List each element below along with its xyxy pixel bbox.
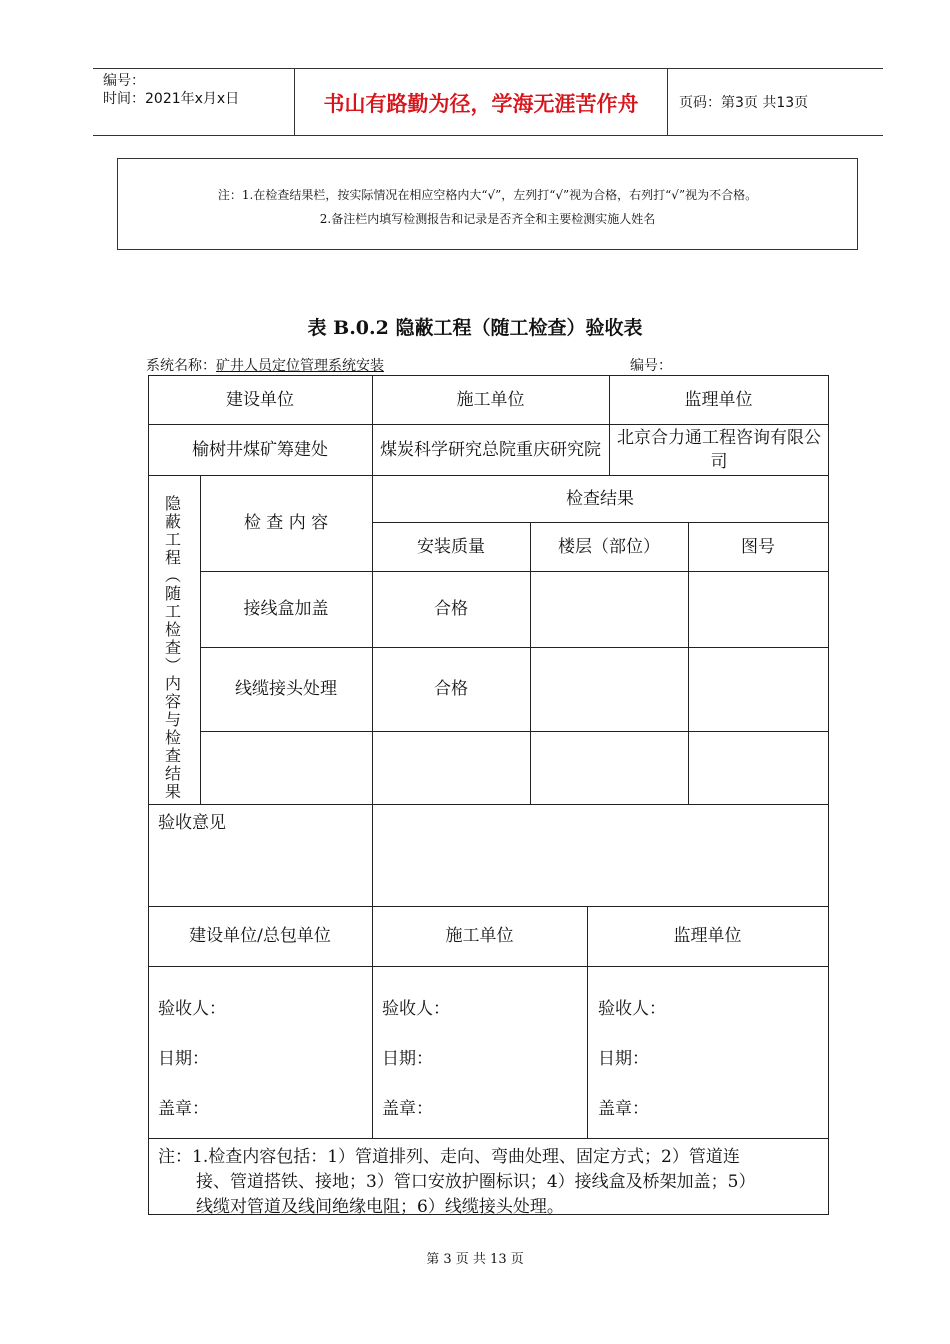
page-info: 页码：第3页 共13页	[679, 95, 809, 111]
sign-header-construct: 施工单位	[445, 926, 514, 946]
row-quality: 合格	[434, 679, 468, 699]
sign-date: 日期：	[382, 1049, 433, 1069]
sign-header-build: 建设单位/总包单位	[189, 926, 331, 946]
side-label-char: 容	[164, 692, 181, 711]
sign-date: 日期：	[158, 1049, 209, 1069]
unit-supervise: 北京合力通工程咨询有限公司	[617, 428, 821, 472]
row-content	[200, 731, 372, 804]
side-label-char: 工	[164, 602, 181, 621]
number-label: 编号：	[630, 358, 672, 374]
system-label: 系统名称：	[146, 358, 216, 374]
top-note-line1: 注：1.在检查结果栏，按实际情况在相应空格内大“√”，左列打“√”视为合格，右列打“√”视为不合格。	[217, 188, 758, 202]
side-label-char: 隐	[164, 494, 181, 513]
header-top-rule	[93, 68, 883, 69]
table-rule	[148, 966, 829, 967]
row-drawing	[688, 731, 828, 804]
top-note-line2: 2.备注栏内填写检测报告和记录是否齐全和主要检测实施人姓名	[319, 212, 656, 226]
header-divider	[667, 68, 668, 136]
sign-acceptor: 验收人：	[158, 999, 226, 1019]
side-label-char: 结	[164, 764, 181, 783]
side-label-char: 程	[164, 548, 181, 567]
unit-header-build: 建设单位	[226, 390, 294, 410]
sign-seal: 盖章：	[382, 1099, 433, 1119]
sign-acceptor: 验收人：	[382, 999, 450, 1019]
top-note-box	[117, 158, 858, 250]
table-rule	[148, 804, 829, 805]
table-rule	[148, 1138, 829, 1139]
row-content: 线缆接头处理	[235, 679, 337, 699]
table-border	[148, 375, 149, 1215]
side-label-char: 检	[164, 620, 181, 639]
unit-construct: 煤炭科学研究总院重庆研究院	[380, 440, 601, 460]
code-label: 编号：	[103, 73, 145, 89]
row-floor	[530, 647, 688, 731]
side-label-char: 蔽	[164, 512, 181, 531]
col-floor: 楼层（部位）	[558, 536, 660, 557]
side-label-char: 果	[164, 782, 181, 801]
page-footer: 第 3 页 共 13 页	[426, 1252, 524, 1267]
header-motto: 书山有路勤为径，学海无涯苦作舟	[323, 91, 639, 116]
check-result-label: 检查结果	[566, 488, 634, 509]
side-label-char: ︶	[164, 656, 181, 675]
col-drawing: 图号	[741, 536, 775, 557]
row-floor	[530, 731, 688, 804]
side-label-char: 检	[164, 728, 181, 747]
row-quality	[372, 731, 530, 804]
row-content: 接线盒加盖	[243, 599, 329, 619]
header-left	[103, 72, 239, 108]
side-label-char: 查	[164, 746, 181, 765]
side-label-char: 随	[164, 584, 181, 603]
sign-acceptor: 验收人：	[598, 999, 666, 1019]
bottom-note-line3: 线缆对管道及线间绝缘电阻；6）线缆接头处理。	[196, 1197, 564, 1217]
row-floor	[530, 571, 688, 647]
sign-date: 日期：	[598, 1049, 649, 1069]
system-line	[146, 355, 384, 375]
row-quality: 合格	[434, 599, 468, 619]
form-title: 表 B.0.2 隐蔽工程（随工检查）验收表	[307, 317, 643, 339]
table-border	[828, 375, 829, 1215]
check-content-label: 检 查 内 容	[243, 513, 329, 533]
bottom-note-line1: 注：1.检查内容包括：1）管道排列、走向、弯曲处理、固定方式；2）管道连	[158, 1147, 740, 1167]
side-label-char: 工	[164, 530, 181, 549]
sign-seal: 盖章：	[158, 1099, 209, 1119]
header-divider	[294, 68, 295, 136]
side-label-char: 与	[164, 710, 181, 729]
side-label-char: ︵	[164, 566, 181, 585]
sign-header-supervise: 监理单位	[673, 926, 742, 946]
sign-seal: 盖章：	[598, 1099, 649, 1119]
bottom-note-line2: 接、管道搭铁、接地；3）管口安放护圈标识；4）接线盒及桥架加盖；5）	[196, 1172, 756, 1192]
system-name: 矿井人员定位管理系统安装	[216, 358, 384, 374]
unit-header-construct: 施工单位	[456, 390, 525, 410]
time-label: 时间：2021年x月x日	[103, 91, 240, 107]
unit-build: 榆树井煤矿筹建处	[192, 440, 328, 460]
unit-header-supervise: 监理单位	[684, 390, 753, 410]
side-label-char: 内	[164, 674, 181, 693]
row-drawing	[688, 647, 828, 731]
row-drawing	[688, 571, 828, 647]
opinion-label: 验收意见	[158, 813, 226, 833]
side-label-char: 查	[164, 638, 181, 657]
col-quality: 安装质量	[417, 536, 485, 557]
side-label	[158, 495, 188, 801]
